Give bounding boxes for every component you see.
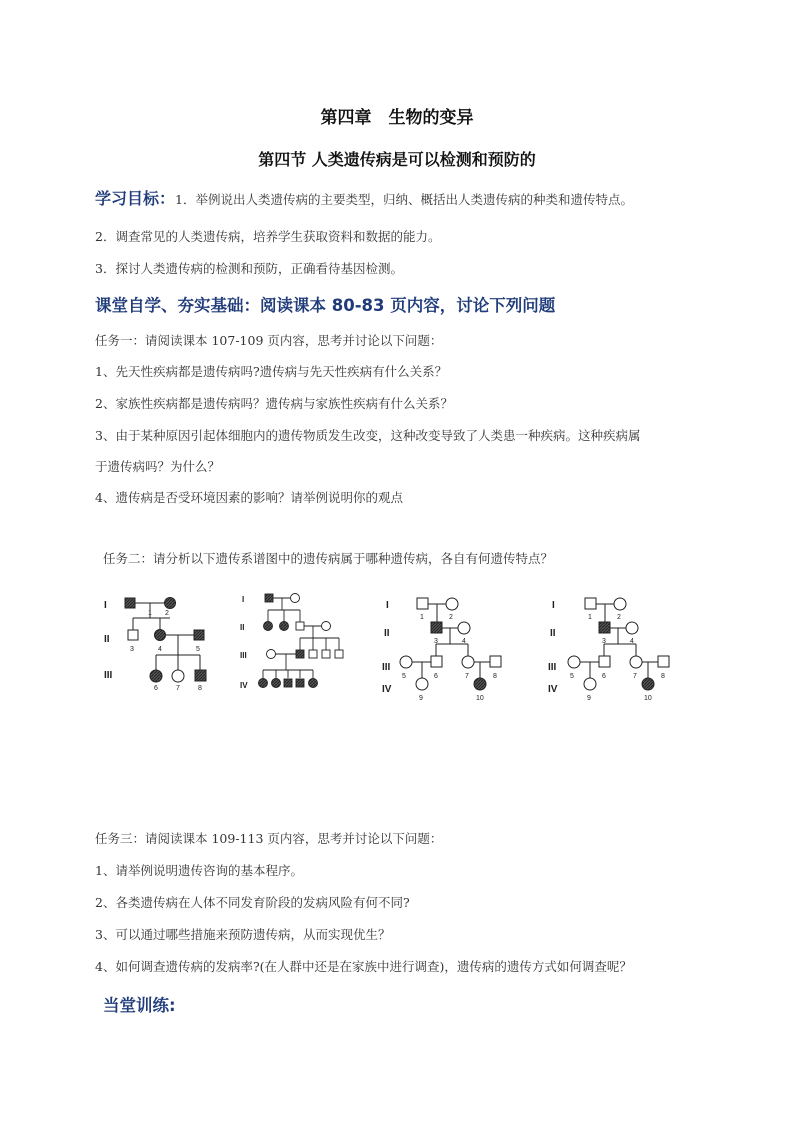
svg-text:8: 8 (661, 673, 665, 680)
task3-question-3: 3、可以通过哪些措施来预防遗传病，从而实现优生？ (95, 927, 391, 942)
pedigree-chart-2 (238, 588, 358, 698)
svg-text:10: 10 (476, 695, 484, 702)
label-7: 7 (176, 685, 180, 692)
svg-text:IV: IV (548, 684, 558, 695)
gen-label-III: III (104, 670, 113, 681)
individual-II-4 (155, 630, 166, 641)
individual-III-8 (195, 670, 206, 681)
label-6: 6 (154, 685, 158, 692)
svg-text:4: 4 (462, 638, 466, 645)
gen-label-I: I (104, 600, 107, 611)
individual-III-6 (150, 670, 162, 682)
chapter-title: 第四章 生物的变异 (320, 108, 474, 128)
gen-label-II: II (104, 634, 110, 645)
svg-text:I: I (552, 600, 555, 611)
task1-question-1: 1、先天性疾病都是遗传病吗?遗传病与先天性疾病有什么关系？ (95, 364, 448, 379)
svg-text:3: 3 (434, 638, 438, 645)
svg-text:II: II (550, 628, 556, 639)
label-5: 5 (196, 646, 200, 653)
svg-text:III: III (548, 662, 557, 673)
task1-question-4: 4、遗传病是否受环境因素的影响？请举例说明你的观点 (95, 490, 403, 505)
label-1: 1 (148, 610, 152, 617)
svg-text:1: 1 (420, 614, 424, 621)
gen-label-I: I (242, 595, 245, 604)
svg-text:1: 1 (588, 614, 592, 621)
pedigree-chart-1 (100, 590, 220, 700)
label-3: 3 (130, 646, 134, 653)
task1-intro: 任务一：请阅读课本 107-109 页内容，思考并讨论以下问题： (95, 333, 443, 348)
svg-text:I: I (386, 600, 389, 611)
svg-text:8: 8 (493, 673, 497, 680)
task2-intro: 任务二：请分析以下遗传系谱图中的遗传病属于哪种遗传病，各自有何遗传特点？ (103, 551, 554, 566)
label-2: 2 (165, 610, 169, 617)
gen-label-IV: IV (240, 681, 248, 690)
svg-text:3: 3 (602, 638, 606, 645)
objectives-line-1 (95, 186, 633, 209)
svg-text:2: 2 (617, 614, 621, 621)
task3-question-2: 2、各类遗传病在人体不同发育阶段的发病风险有何不同? (95, 895, 410, 910)
label-4: 4 (158, 646, 162, 653)
pedigree-chart-4 (548, 592, 683, 707)
objectives-heading: 学习目标： (95, 189, 176, 208)
svg-text:III: III (382, 662, 391, 673)
task1-question-3b: 于遗传病吗？为什么？ (95, 459, 221, 474)
task1-question-3a: 3、由于某种原因引起体细胞内的遗传物质发生改变，这种改变导致了人类患一种疾病。这种疾病属 (95, 428, 641, 443)
self-study-heading: 课堂自学、夯实基础：阅读课本 80-83 页内容，讨论下列问题 (95, 296, 556, 315)
svg-text:6: 6 (602, 673, 606, 680)
individual-III-7 (172, 670, 184, 682)
svg-text:IV: IV (382, 684, 392, 695)
svg-text:II: II (384, 628, 390, 639)
svg-text:10: 10 (644, 695, 652, 702)
individual-I-2 (165, 598, 176, 609)
svg-text:6: 6 (434, 673, 438, 680)
individual-I-1 (125, 598, 135, 608)
svg-text:9: 9 (587, 695, 591, 702)
gen-label-II: II (240, 623, 245, 632)
task3-intro: 任务三：请阅读课本 109-113 页内容，思考并讨论以下问题： (95, 831, 443, 846)
pedigree-chart-3 (382, 592, 512, 707)
svg-text:7: 7 (633, 673, 637, 680)
task3-question-4: 4、如何调查遗传病的发病率?(在人群中还是在家族中进行调查)，遗传病的遗传方式如何调查呢？ (95, 959, 632, 974)
svg-text:5: 5 (402, 673, 406, 680)
label-8: 8 (198, 685, 202, 692)
objective-item-3: 3．探讨人类遗传病的检测和预防，正确看待基因检测。 (95, 261, 403, 276)
individual-II-3 (128, 630, 138, 640)
svg-text:4: 4 (630, 638, 634, 645)
svg-text:2: 2 (449, 614, 453, 621)
gen-label-III: III (240, 651, 247, 660)
task3-question-1: 1、请举例说明遗传咨询的基本程序。 (95, 863, 303, 878)
task1-question-2: 2、家族性疾病都是遗传病吗？遗传病与家族性疾病有什么关系？ (95, 396, 453, 411)
practice-heading: 当堂训练: (103, 996, 176, 1015)
svg-text:5: 5 (570, 673, 574, 680)
objective-item-2: 2．调查常见的人类遗传病，培养学生获取资料和数据的能力。 (95, 229, 441, 244)
svg-text:7: 7 (465, 673, 469, 680)
section-title: 第四节 人类遗传病是可以检测和预防的 (258, 150, 536, 169)
objective-item-1: 1．举例说出人类遗传病的主要类型，归纳、概括出人类遗传病的种类和遗传特点。 (175, 192, 633, 207)
individual-II-5 (194, 630, 204, 640)
svg-text:9: 9 (419, 695, 423, 702)
